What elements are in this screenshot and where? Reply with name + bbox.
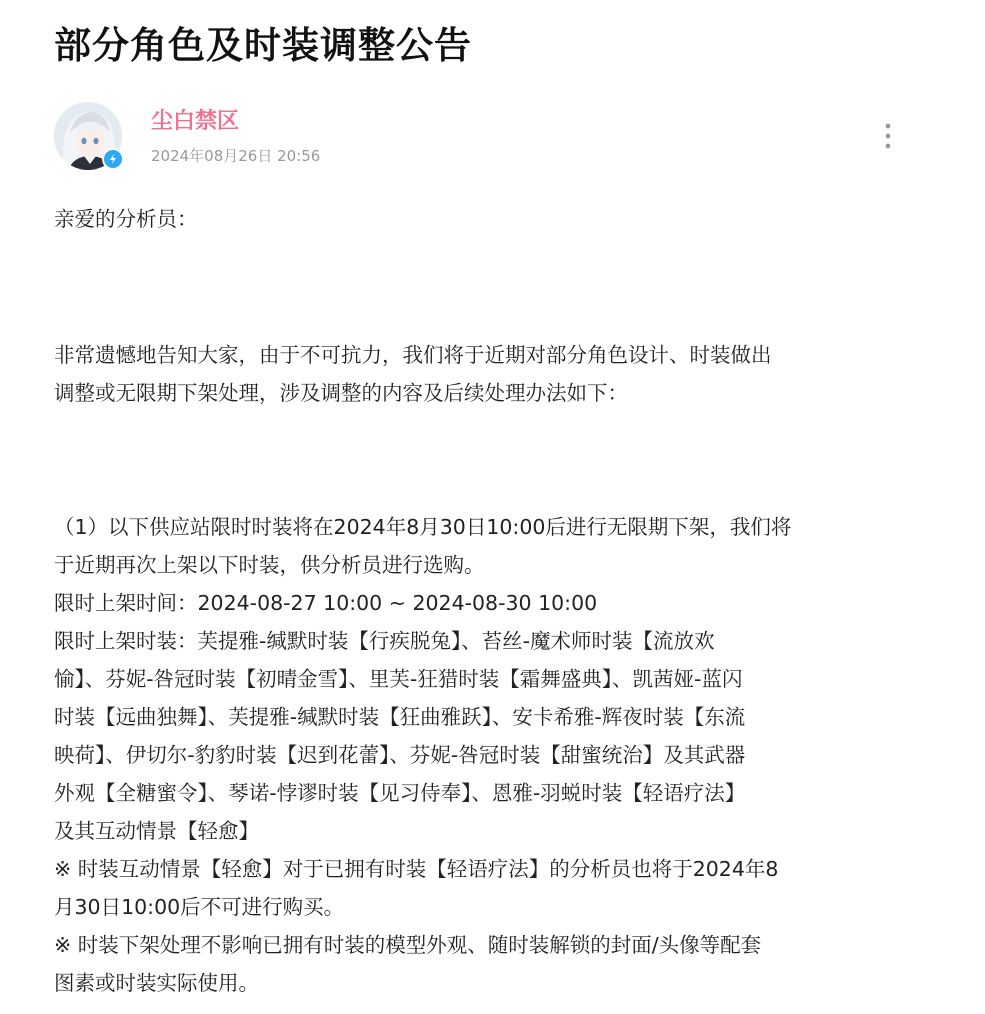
intro-line: 非常遗憾地告知大家，由于不可抗力，我们将于近期对部分角色设计、时装做出 [54,343,772,367]
author-row [54,102,914,172]
section-1-line: （1）以下供应站限时时装将在2024年8月30日10:00后进行无限期下架，我们将 [54,515,792,539]
post-date: 2024年08月26日 20:56 [151,147,321,165]
costume-list-line: 外观【全糖蜜令】、琴诺-悖谬时装【见习侍奉】、恩雅-羽蜕时装【轻语疗法】 [54,781,746,805]
more-options-button[interactable] [876,118,900,154]
author-avatar[interactable] [54,102,122,170]
more-vertical-icon [885,123,891,149]
costume-list-line: 限时上架时装：芙提雅-缄默时装【行疾脱兔】、苔丝-魔术师时装【流放欢 [54,629,715,653]
costume-list-line: 愉】、芬妮-咎冠时装【初晴金雪】、里芙-狂猎时装【霜舞盛典】、凯茜娅-蓝闪 [54,667,743,691]
section-1-paragraph [54,508,914,1002]
costume-list-line: 映荷】、伊切尔-豹豹时装【迟到花蕾】、芬妮-咎冠时装【甜蜜统治】及其武器 [54,743,746,767]
costume-list-line: 时装【远曲独舞】、芙提雅-缄默时装【狂曲雅跃】、安卡希雅-辉夜时装【东流 [54,705,746,729]
note-line: ※ 时装下架处理不影响已拥有时装的模型外观、随时装解锁的封面/头像等配套 [54,933,762,957]
note-line: ※ 时装互动情景【轻愈】对于已拥有时装【轻语疗法】的分析员也将于2024年8 [54,857,779,881]
costume-list-line: 及其互动情景【轻愈】 [54,819,259,843]
article-title: 部分角色及时装调整公告 [54,24,472,67]
greeting-text: 亲爱的分析员： [54,207,198,231]
intro-line: 调整或无限期下架处理，涉及调整的内容及后续处理办法如下： [54,381,628,405]
note-line: 图素或时装实际使用。 [54,971,259,995]
author-name[interactable]: 尘白禁区 [151,109,240,134]
note-line: 月30日10:00后不可进行购买。 [54,895,345,919]
lightning-badge-icon [102,148,124,170]
limited-time-period: 限时上架时间：2024-08-27 10:00 ~ 2024-08-30 10:00 [54,591,598,615]
section-1-line: 于近期再次上架以下时装，供分析员进行选购。 [54,553,485,577]
intro-paragraph [54,336,914,412]
